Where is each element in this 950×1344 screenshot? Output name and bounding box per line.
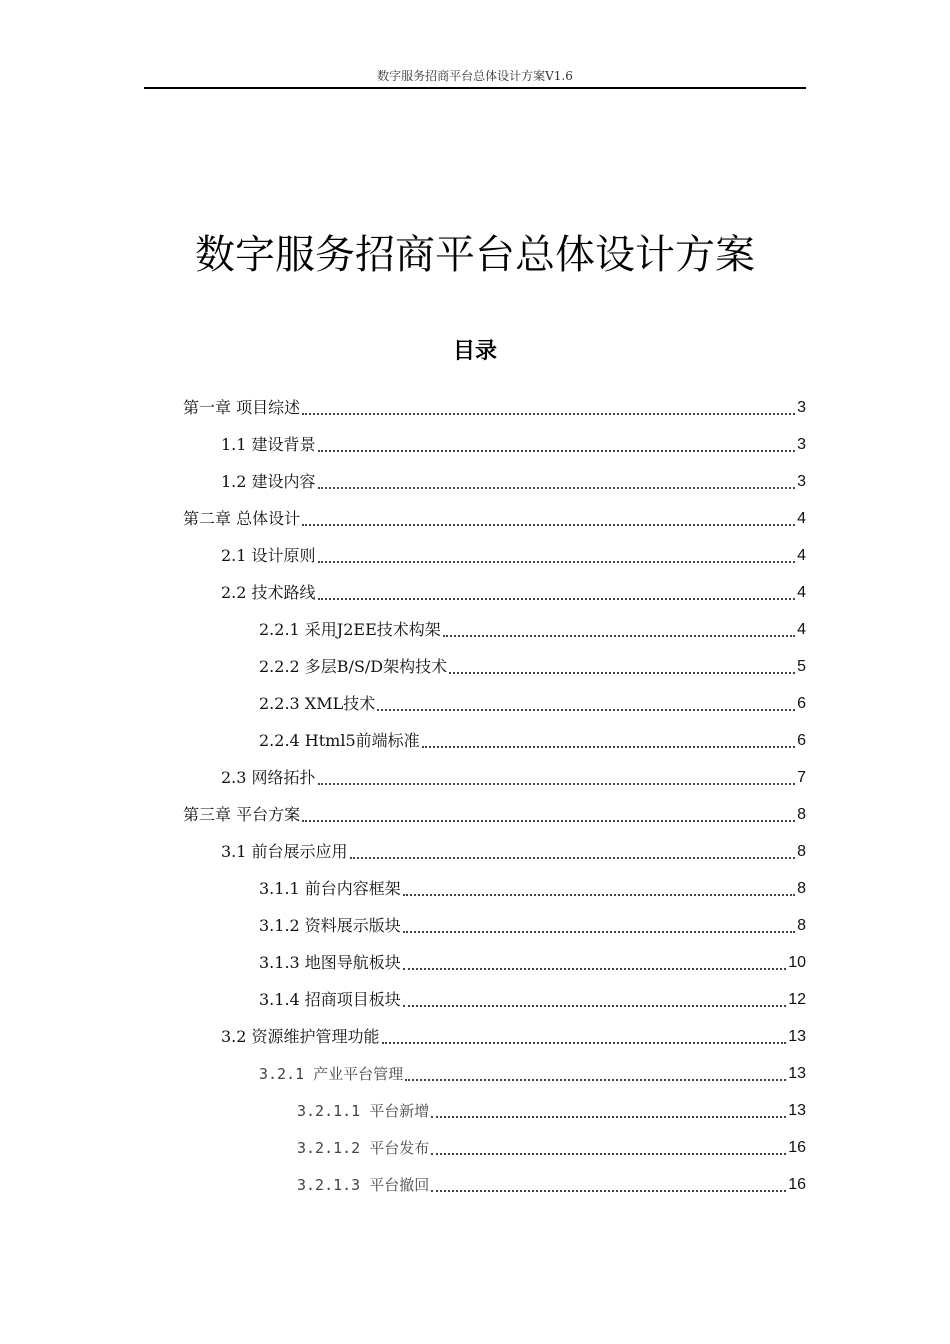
toc-dot-leader bbox=[403, 1005, 786, 1007]
toc-dot-leader bbox=[403, 968, 786, 970]
toc-entry-text: 3.1.3 地图导航板块 bbox=[259, 953, 401, 972]
toc-entry[interactable] bbox=[259, 717, 806, 754]
toc-dot-leader bbox=[302, 413, 795, 415]
toc-page-number: 13 bbox=[788, 1065, 806, 1082]
toc-page-number: 4 bbox=[797, 547, 806, 564]
toc-dot-leader bbox=[377, 709, 795, 711]
toc-entry-text: 第三章 平台方案 bbox=[183, 805, 301, 824]
toc-page-number: 6 bbox=[797, 695, 806, 712]
toc-dot-leader bbox=[318, 561, 796, 563]
toc-dot-leader bbox=[382, 1042, 787, 1044]
toc-page-number: 3 bbox=[797, 473, 806, 490]
toc-entry-text: 第一章 项目综述 bbox=[183, 398, 301, 417]
toc-entry[interactable] bbox=[221, 458, 806, 495]
toc-entry-text: 2.2.3 XML技术 bbox=[259, 694, 376, 713]
toc-entry[interactable] bbox=[221, 754, 806, 791]
toc-page-number: 7 bbox=[797, 769, 806, 786]
toc-dot-leader bbox=[431, 1153, 786, 1155]
toc-entry-text: 3.1 前台展示应用 bbox=[221, 842, 348, 861]
toc-page-number: 3 bbox=[797, 399, 806, 416]
toc-entry[interactable] bbox=[259, 976, 806, 1013]
toc-dot-leader bbox=[422, 746, 795, 748]
toc-dot-leader bbox=[350, 857, 796, 859]
toc-dot-leader bbox=[449, 672, 795, 674]
toc-page-number: 13 bbox=[788, 1028, 806, 1045]
toc-entry-text: 3.2.1.3 平台撤回 bbox=[297, 1176, 430, 1194]
toc-dot-leader bbox=[431, 1190, 786, 1192]
toc-entry-text: 2.2.1 采用J2EE技术构架 bbox=[259, 620, 441, 639]
toc-entry-text: 第二章 总体设计 bbox=[183, 509, 301, 528]
toc-entry[interactable] bbox=[259, 939, 806, 976]
toc-dot-leader bbox=[405, 1079, 786, 1081]
toc-dot-leader bbox=[318, 783, 796, 785]
toc-entry-text: 3.1.2 资料展示版块 bbox=[259, 916, 401, 935]
toc-page-number: 8 bbox=[797, 880, 806, 897]
toc-page-number: 8 bbox=[797, 917, 806, 934]
toc-page-number: 8 bbox=[797, 843, 806, 860]
toc-page-number: 5 bbox=[797, 658, 806, 675]
toc-entry[interactable] bbox=[259, 1050, 806, 1087]
toc-entry[interactable] bbox=[259, 606, 806, 643]
toc-dot-leader bbox=[302, 820, 795, 822]
toc-page-number: 8 bbox=[797, 806, 806, 823]
toc-entry-text: 2.3 网络拓扑 bbox=[221, 768, 316, 787]
toc-entry-text: 3.1.4 招商项目板块 bbox=[259, 990, 401, 1009]
toc-dot-leader bbox=[318, 450, 796, 452]
toc-entry-text: 3.2.1 产业平台管理 bbox=[259, 1065, 404, 1083]
toc-heading: 目录 bbox=[452, 339, 497, 364]
toc-entry[interactable] bbox=[297, 1161, 806, 1198]
header-rule bbox=[144, 87, 806, 89]
toc-page-number: 13 bbox=[788, 1102, 806, 1119]
toc-dot-leader bbox=[403, 894, 795, 896]
toc-entry-text: 3.2.1.2 平台发布 bbox=[297, 1139, 430, 1157]
toc-page-number: 16 bbox=[788, 1139, 806, 1156]
toc-page-number: 4 bbox=[797, 510, 806, 527]
toc-entry[interactable] bbox=[183, 495, 806, 532]
toc-entry-text: 3.2 资源维护管理功能 bbox=[221, 1027, 380, 1046]
document-title: 数字服务招商平台总体设计方案 bbox=[195, 231, 755, 278]
toc-entry[interactable] bbox=[259, 643, 806, 680]
toc-page-number: 10 bbox=[788, 954, 806, 971]
toc-entry[interactable] bbox=[259, 902, 806, 939]
toc-entry[interactable] bbox=[221, 1013, 806, 1050]
toc-page-number: 3 bbox=[797, 436, 806, 453]
toc-page-number: 4 bbox=[797, 621, 806, 638]
toc-entry[interactable] bbox=[297, 1087, 806, 1124]
toc-entry-text: 2.2.2 多层B/S/D架构技术 bbox=[259, 657, 448, 676]
toc-entry-text: 1.2 建设内容 bbox=[221, 472, 316, 491]
toc-entry-text: 1.1 建设背景 bbox=[221, 435, 316, 454]
toc-page-number: 6 bbox=[797, 732, 806, 749]
toc-page-number: 16 bbox=[788, 1176, 806, 1193]
toc-entry[interactable] bbox=[221, 828, 806, 865]
toc-entry[interactable] bbox=[183, 791, 806, 828]
toc-page-number: 4 bbox=[797, 584, 806, 601]
toc-entry[interactable] bbox=[221, 421, 806, 458]
toc-entry-text: 2.2.4 Html5前端标准 bbox=[259, 731, 420, 750]
header-text: 数字服务招商平台总体设计方案V1.6 bbox=[377, 69, 573, 83]
toc-dot-leader bbox=[403, 931, 795, 933]
toc-entry[interactable] bbox=[297, 1124, 806, 1161]
toc-entry-text: 2.1 设计原则 bbox=[221, 546, 316, 565]
toc-page-number: 12 bbox=[788, 991, 806, 1008]
page-header bbox=[144, 66, 806, 86]
toc-dot-leader bbox=[431, 1116, 786, 1118]
toc-dot-leader bbox=[443, 635, 795, 637]
toc-entry[interactable] bbox=[221, 532, 806, 569]
toc-entry[interactable] bbox=[221, 569, 806, 606]
toc-dot-leader bbox=[318, 598, 796, 600]
toc-entry-text: 2.2 技术路线 bbox=[221, 583, 316, 602]
toc-entry-text: 3.1.1 前台内容框架 bbox=[259, 879, 401, 898]
toc-entry[interactable] bbox=[259, 680, 806, 717]
toc-dot-leader bbox=[302, 524, 795, 526]
toc-entry-text: 3.2.1.1 平台新增 bbox=[297, 1102, 430, 1120]
toc-entry[interactable] bbox=[183, 384, 806, 421]
toc-entry[interactable] bbox=[259, 865, 806, 902]
toc-dot-leader bbox=[318, 487, 796, 489]
